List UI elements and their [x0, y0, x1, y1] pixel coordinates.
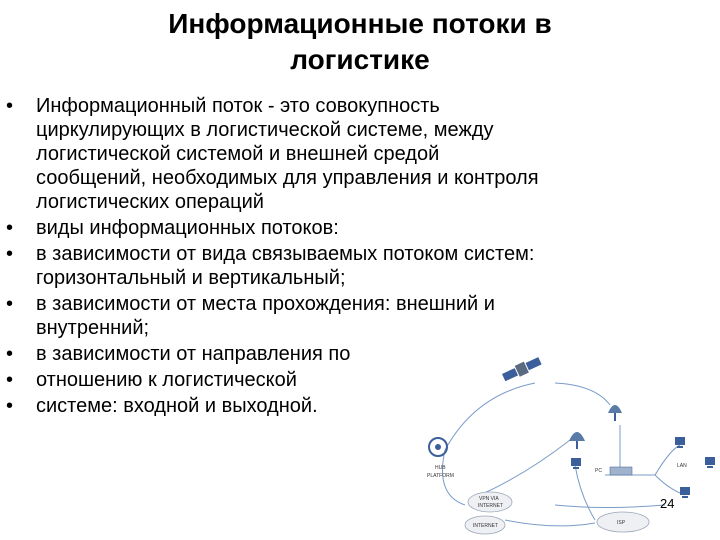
pc-label: PC: [595, 468, 602, 474]
satellite-dish-icon: [569, 432, 585, 449]
internet-label: INTERNET: [473, 523, 498, 529]
bullet-line: системе: входной и выходной.: [36, 395, 318, 417]
bullet-item: [0, 242, 700, 290]
computer-icon: [571, 458, 581, 469]
bullet-marker: •: [6, 395, 14, 417]
bullet-line: логистической системой и внешней средой: [36, 143, 440, 165]
isp-label: ISP: [617, 520, 626, 526]
bullet-line: горизонтальный и вертикальный;: [36, 267, 346, 289]
cloud-icon: [468, 492, 512, 512]
bullet-marker: •: [6, 217, 14, 239]
satellite-dish-icon: [608, 405, 622, 421]
bullet-item: [0, 94, 700, 214]
bullet-line: внутренний;: [36, 317, 150, 339]
hub-label: HUB: [435, 465, 446, 471]
bullet-line: в зависимости от вида связываемых потоком систем:: [36, 243, 535, 265]
bullet-marker: •: [6, 95, 14, 117]
bullet-marker: •: [6, 343, 14, 365]
bullet-line: виды информационных потоков:: [36, 217, 339, 239]
bullet-line: Информационный поток - это совокупность: [36, 95, 440, 117]
bullet-line: в зависимости от направления по: [36, 343, 351, 365]
page-number: 24: [660, 496, 675, 511]
vpn-internet-label: INTERNET: [478, 503, 503, 509]
bullet-marker: •: [6, 243, 14, 265]
title-line-1: Информационные потоки в: [168, 8, 552, 39]
bullet-marker: •: [6, 293, 14, 315]
vpn-label: VPN VIA: [479, 496, 499, 502]
bullet-line: отношению к логистической: [36, 369, 297, 391]
bullet-line: сообщений, необходимых для управления и контроля: [36, 167, 539, 189]
network-diagram: [405, 355, 720, 540]
bullet-line: логистических операций: [36, 191, 264, 213]
satellite-icon: [501, 355, 542, 383]
platform-label: PLATFORM: [427, 473, 454, 479]
hub-platform-icon: [429, 438, 447, 456]
slide-title: [90, 6, 630, 78]
bullet-line: циркулирующих в логистической системе, между: [36, 119, 494, 141]
bullet-item: [0, 216, 700, 240]
computer-icon: [705, 457, 715, 468]
bullet-item: [0, 292, 700, 340]
bullet-line: в зависимости от места прохождения: внешний и: [36, 293, 495, 315]
server-icon: [610, 467, 632, 475]
lan-label: LAN: [677, 463, 687, 469]
title-line-2: логистике: [290, 44, 430, 75]
computer-icon: [675, 437, 685, 448]
bullet-marker: •: [6, 369, 14, 391]
computer-icon: [680, 487, 690, 498]
